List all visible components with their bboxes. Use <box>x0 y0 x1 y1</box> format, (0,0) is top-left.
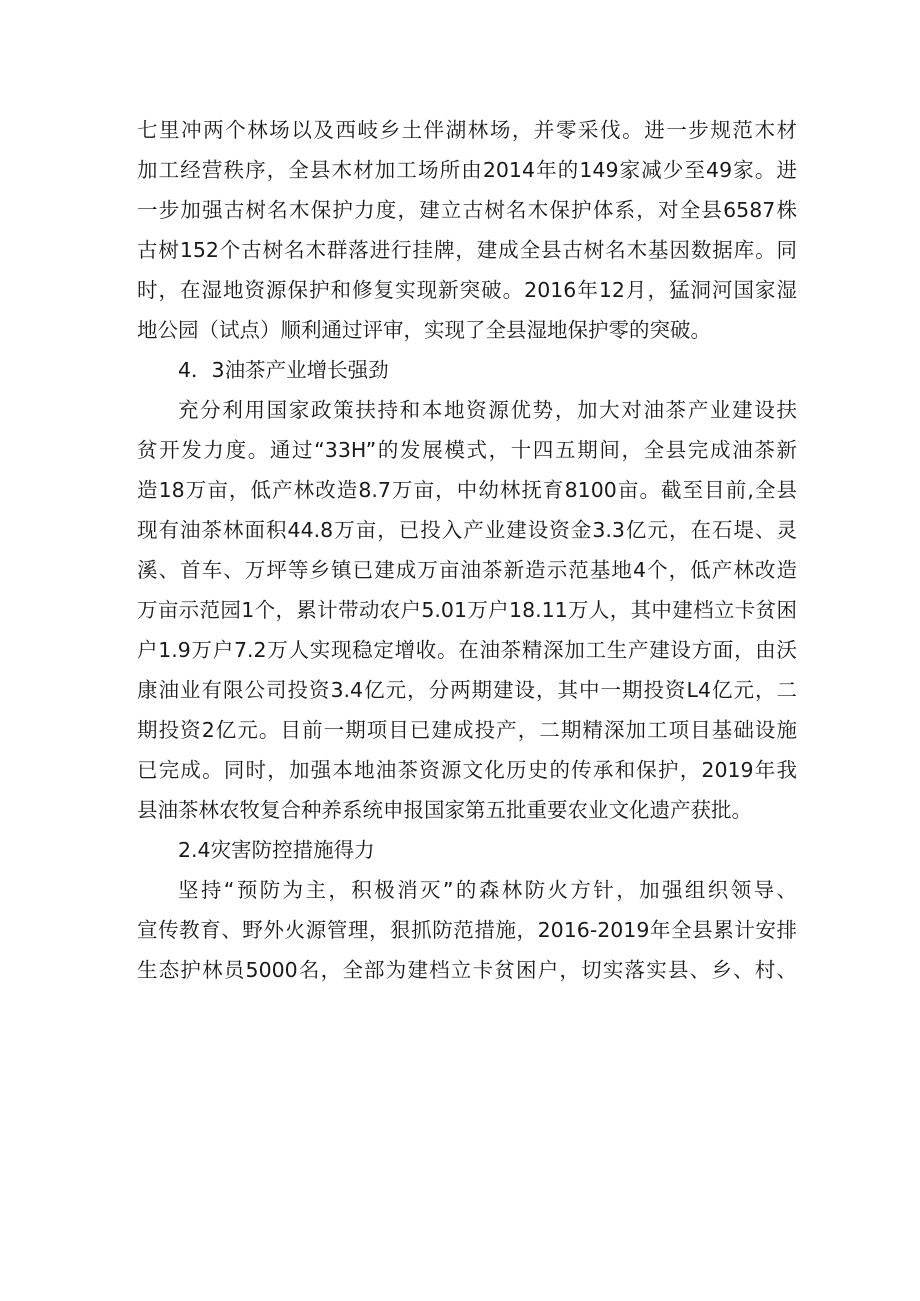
text-line: 地公园（试点）顺利通过评审，实现了全县湿地保护零的突破。 <box>137 318 711 342</box>
document-body <box>137 110 797 990</box>
paragraph-fire-prevention <box>137 870 797 990</box>
text-line: 溪、首车、万坪等乡镇已建成万亩油茶新造示范基地4个，低产林改造 <box>137 558 797 582</box>
text-line: 宣传教育、野外火源管理，狠抓防范措施，2016-2019年全县累计安排 <box>137 918 797 942</box>
paragraph-oil-tea-industry <box>137 390 797 830</box>
text-line: 贫开发力度。通过“33H”的发展模式，十四五期间，全县完成油茶新 <box>137 438 797 462</box>
text-line: 造18万亩，低产林改造8.7万亩，中幼林抚育8100亩。截至目前,全县 <box>137 478 797 502</box>
text-line: 充分利用国家政策扶持和本地资源优势，加大对油茶产业建设扶 <box>178 398 797 422</box>
text-line: 已完成。同时，加强本地油茶资源文化历史的传承和保护，2019年我 <box>137 758 797 782</box>
text-line: 坚持“预防为主，积极消灭”的森林防火方针，加强组织领导、 <box>178 878 797 902</box>
text-line: 户1.9万户7.2万人实现稳定增收。在油茶精深加工生产建设方面，由沃 <box>137 638 797 662</box>
text-line: 康油业有限公司投资3.4亿元，分两期建设，其中一期投资L4亿元，二 <box>137 678 797 702</box>
paragraph-forest-protection <box>137 110 797 350</box>
text-line: 县油茶林农牧复合种养系统申报国家第五批重要农业文化遗产获批。 <box>137 798 752 822</box>
text-line: 七里冲两个林场以及西岐乡土伴湖林场，并零采伐。进一步规范木材 <box>137 118 797 142</box>
section-heading-oil-tea: 4．3油茶产业增长强劲 <box>178 358 389 382</box>
text-line: 加工经营秩序，全县木材加工场所由2014年的149家减少至49家。进 <box>137 158 797 182</box>
section-heading-disaster-control: 2.4灾害防控措施得力 <box>178 838 375 862</box>
text-line: 古树152个古树名木群落进行挂牌，建成全县古树名木基因数据库。同 <box>137 238 797 262</box>
text-line: 时，在湿地资源保护和修复实现新突破。2016年12月，猛洞河国家湿 <box>137 278 797 302</box>
text-line: 现有油茶林面积44.8万亩，已投入产业建设资金3.3亿元，在石堤、灵 <box>137 518 797 542</box>
text-line: 一步加强古树名木保护力度，建立古树名木保护体系，对全县6587株 <box>137 198 797 222</box>
text-line: 期投资2亿元。目前一期项目已建成投产，二期精深加工项目基础设施 <box>137 718 797 742</box>
text-line: 生态护林员5000名，全部为建档立卡贫困户，切实落实县、乡、村、 <box>137 958 797 982</box>
text-line: 万亩示范园1个，累计带动农户5.01万户18.11万人，其中建档立卡贫困 <box>137 598 797 622</box>
